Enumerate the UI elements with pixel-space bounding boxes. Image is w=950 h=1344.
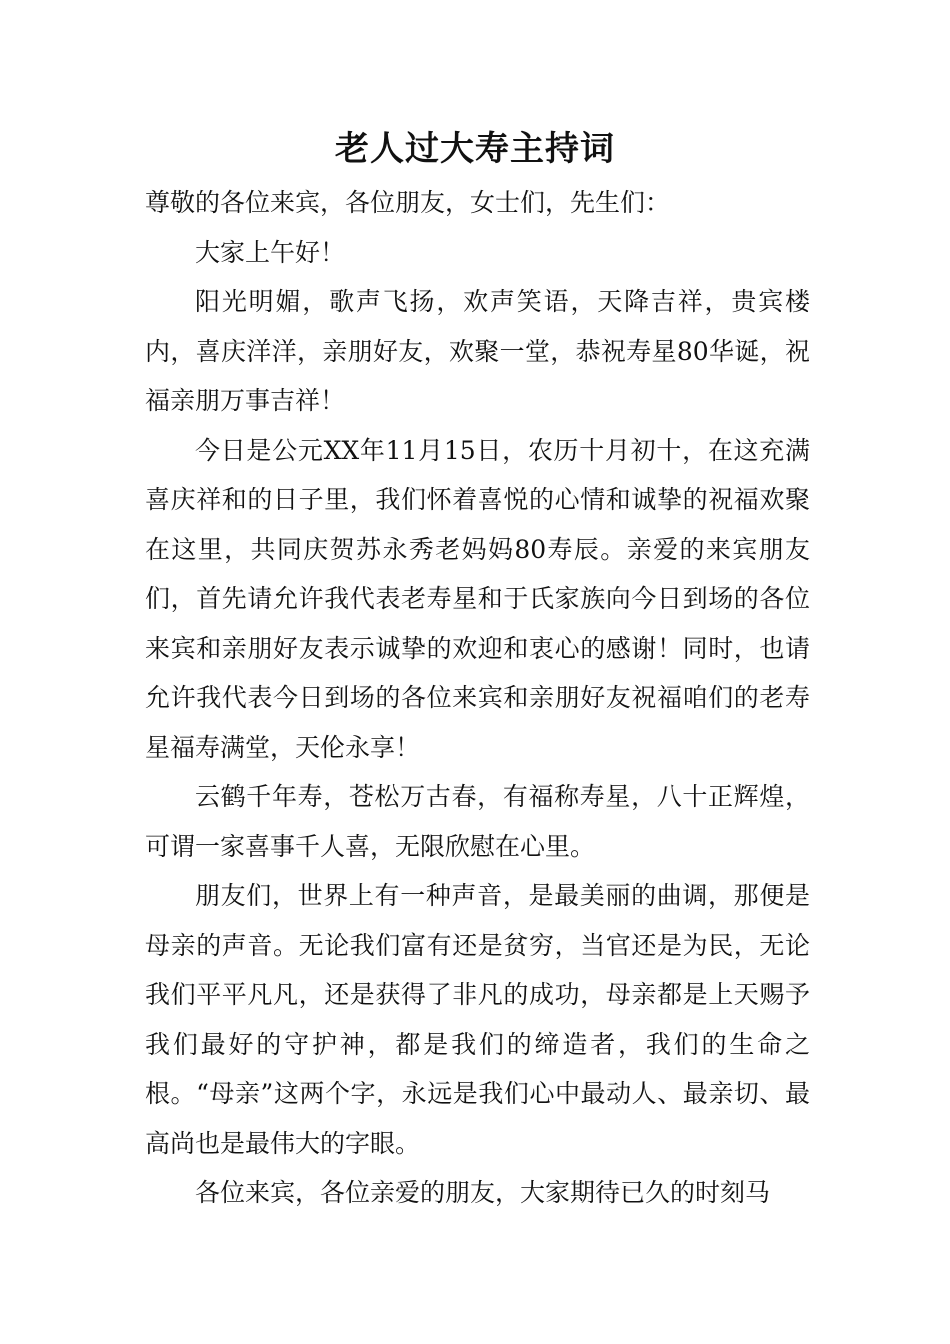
- paragraph-1: 阳光明媚，歌声飞扬，欢声笑语，天降吉祥，贵宾楼内，喜庆洋洋，亲朋好友，欢聚一堂，恭祝寿星80华诞，祝福亲朋万事吉祥！: [145, 287, 810, 415]
- paragraph-greeting: 大家上午好！: [195, 237, 346, 267]
- document-title: 老人过大寿主持词: [335, 129, 615, 169]
- paragraph-5: 各位来宾，各位亲爱的朋友，大家期待已久的时刻马: [195, 1178, 771, 1207]
- salutation: 尊敬的各位来宾，各位朋友，女士们，先生们：: [145, 188, 671, 217]
- paragraph-3: 云鹤千年寿，苍松万古春，有福称寿星，八十正辉煌，可谓一家喜事千人喜，无限欣慰在心里。: [145, 782, 810, 861]
- document-body: [145, 178, 810, 1218]
- paragraph-2: 今日是公元XX年11月15日，农历十月初十，在这充满喜庆祥和的日子里，我们怀着喜悦的心情和诚挚的祝福欢聚在这里，共同庆贺苏永秀老妈妈80寿辰。亲爱的来宾朋友们，首先请允许我代表老寿星和于氏家族向今日到场的各位来宾和亲朋好友表示诚挚的欢迎和衷心的感谢！同时，也请允许我代表今日到场的各位来宾和亲朋好友祝福咱们的老寿星福寿满堂，天伦永享！: [145, 435, 810, 762]
- paragraph-4: 朋友们，世界上有一种声音，是最美丽的曲调，那便是母亲的声音。无论我们富有还是贫穷，当官还是为民，无论我们平平凡凡，还是获得了非凡的成功，母亲都是上天赐予我们最好的守护神，都是我们的缔造者，我们的生命之根。“母亲”这两个字，永远是我们心中最动人、最亲切、最高尚也是最伟大的字眼。: [145, 881, 810, 1158]
